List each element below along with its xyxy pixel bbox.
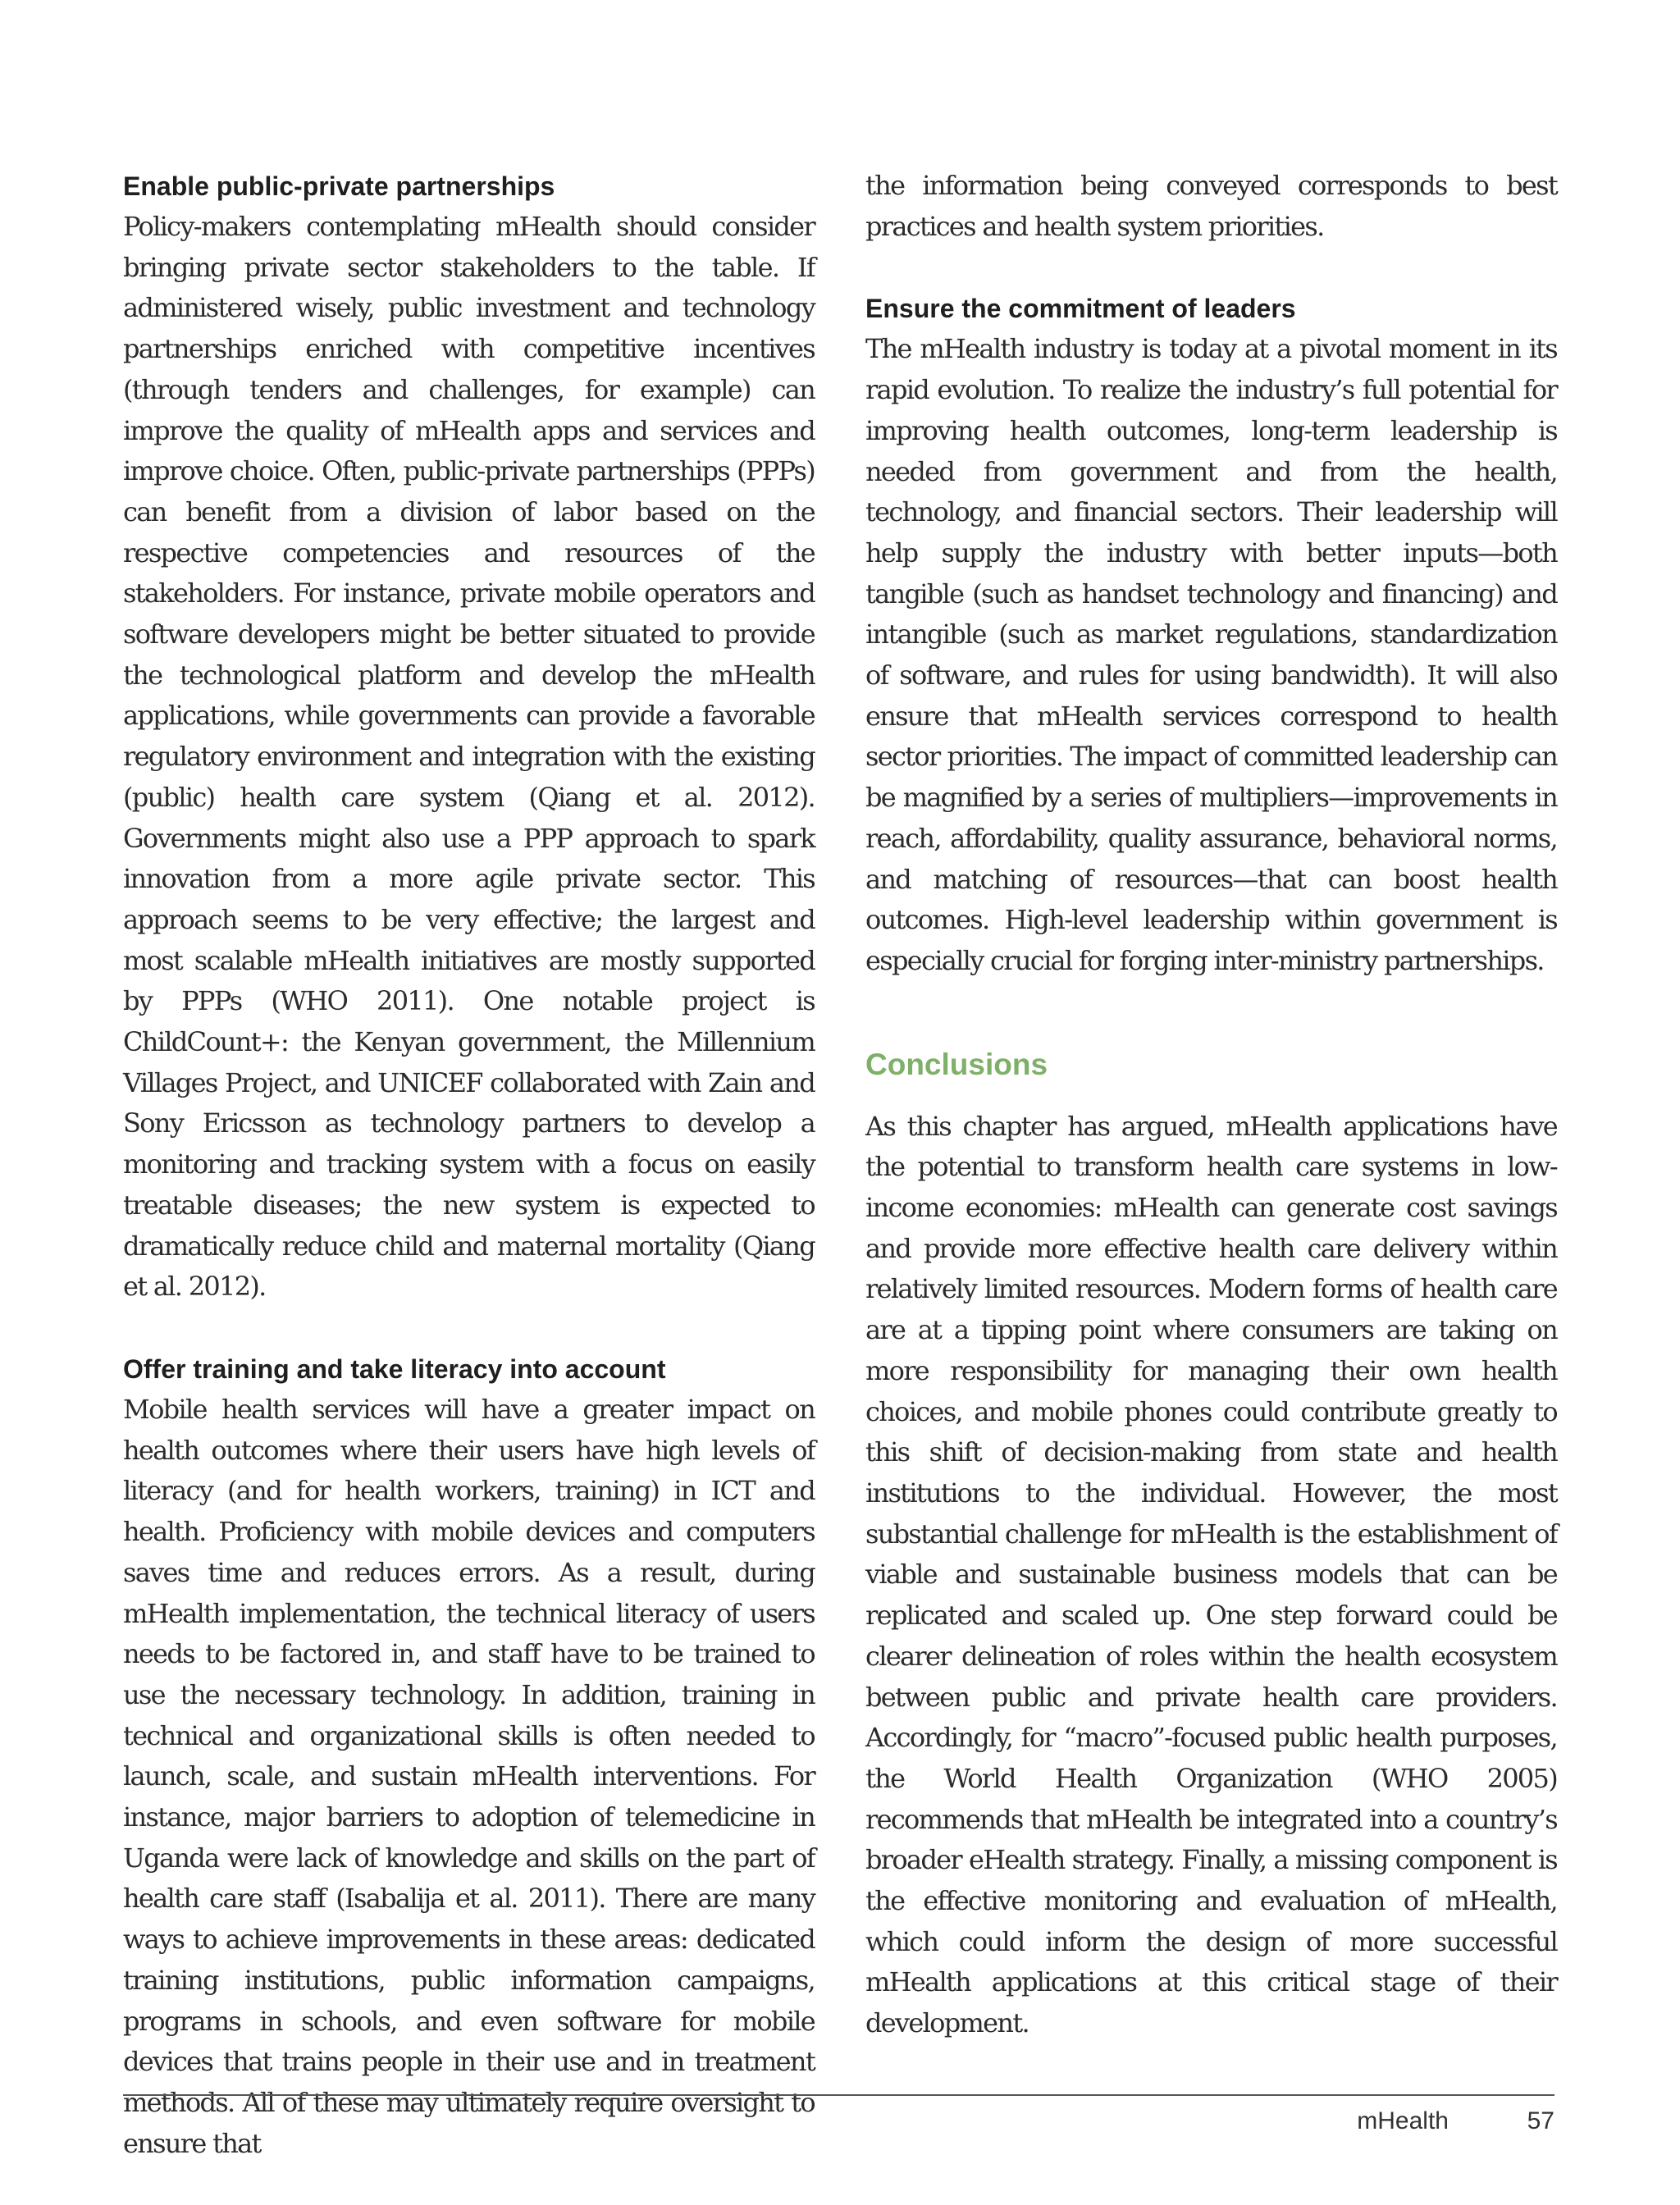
paragraph-commitment-of-leaders: The mHealth industry is today at a pivotal moment in its rapid evolution. To realize the industry’s full potential for improving health outcomes, long-term leadership is needed from government and from the health, technology, and financial sectors. Their leadership will help supply the industry with better inputs—both tangible (such as handset technology and financing) and intangible (such as market regulations, standardization of software, and rules for using bandwidth). It will also ensure that mHealth services correspond to health sector priorities. The impact of committed leadership can be magnified by a series of multipliers—improvements in reach, affordability, quality assurance, behavioral norms, and matching of resources—that can boost health outcomes. High-level leadership within government is especially crucial for forging inter-ministry partnerships. [865, 333, 1557, 976]
footer-page-number: 57 [1527, 2107, 1554, 2134]
left-column [123, 166, 815, 2164]
section-title-conclusions: Conclusions [865, 1047, 1048, 1081]
paragraph-spacer [865, 247, 1557, 288]
footer-divider [123, 2094, 1554, 2096]
paragraph-spacer [123, 1308, 815, 1349]
paragraph-public-private-partnerships: Policy-makers contemplating mHealth should consider bringing private sector stakeholders to the table. If administered wisely, public investment and technology partnerships enriched with competitive incentives (through tenders and challenges, for example) can improve the quality of mHealth apps and services and improve choice. Often, public-private partnerships (PPPs) can benefit from a division of labor based on the respective competencies and resources of the stakeholders. For instance, private mobile operators and software developers might be better situated to provide the technological platform and develop the mHealth applications, while governments can provide a favorable regulatory environment and integration with the existing (public) health care system (Qiang et al. 2012). Governments might also use a PPP approach to spark innovation from a more agile private sector. This approach seems to be very effective; the largest and most scalable mHealth initiatives are mostly supported by PPPs (WHO 2011). One notable project is ChildCount+: the Kenyan government, the Millennium Villages Project, and UNICEF collaborated with Zain and Sony Ericsson as technology partners to develop a monitoring and tracking system with a focus on easily treatable diseases; the new system is expected to dramatically reduce child and maternal mortality (Qiang et al. 2012). [123, 211, 815, 1303]
paragraph-continued: the information being conveyed corresponds to best practices and health system priorities. [865, 170, 1557, 242]
heading-commitment-of-leaders: Ensure the commitment of leaders [865, 294, 1296, 324]
footer-running-title: mHealth [1357, 2107, 1449, 2134]
paragraph-training-literacy: Mobile health services will have a greater impact on health outcomes where their users have high levels of literacy (and for health workers, training) in ICT and health. Proficiency with mobile devices and computers saves time and reduces errors. As a result, during mHealth implementation, the technical literacy of users needs to be factored in, and staff have to be trained to use the necessary technology. In addition, training in technical and organizational skills is often needed to launch, scale, and sustain mHealth interventions. For instance, major barriers to adoption of telemedicine in Uganda were lack of knowledge and skills on the part of health care staff (Isabalija et al. 2011). There are many ways to achieve improvements in these areas: dedicated training institutions, public information campaigns, programs in schools, and even software for mobile devices that trains people in their use and in treatment methods. All of these may ultimately require oversight to ensure that [123, 1393, 815, 2159]
heading-training-literacy: Offer training and take literacy into account [123, 1354, 666, 1384]
paragraph-conclusions: As this chapter has argued, mHealth applications have the potential to transform health care systems in low-income economies: mHealth can generate cost savings and provide more effective health care delivery within relatively limited resources. Modern forms of health care are at a tipping point where consumers are taking on more responsibility for managing their own health choices, and mobile phones could contribute greatly to this shift of decision-making from state and health institutions to the individual. However, the most substantial challenge for mHealth is the establishment of viable and sustainable business models that can be replicated and scaled up. One step forward could be clearer delineation of roles within the health ecosystem between public and private health care providers. Accordingly, for “macro”-focused public health purposes, the World Health Organization (WHO 2005) recommends that mHealth be integrated into a country’s broader eHealth strategy. Finally, a missing component is the effective monitoring and evaluation of mHealth, which could inform the design of more successful mHealth applications at this critical stage of their development. [865, 1110, 1557, 2039]
heading-public-private-partnerships: Enable public-private partnerships [123, 171, 555, 201]
section-spacer [865, 982, 1557, 1044]
right-column [865, 166, 1557, 2044]
